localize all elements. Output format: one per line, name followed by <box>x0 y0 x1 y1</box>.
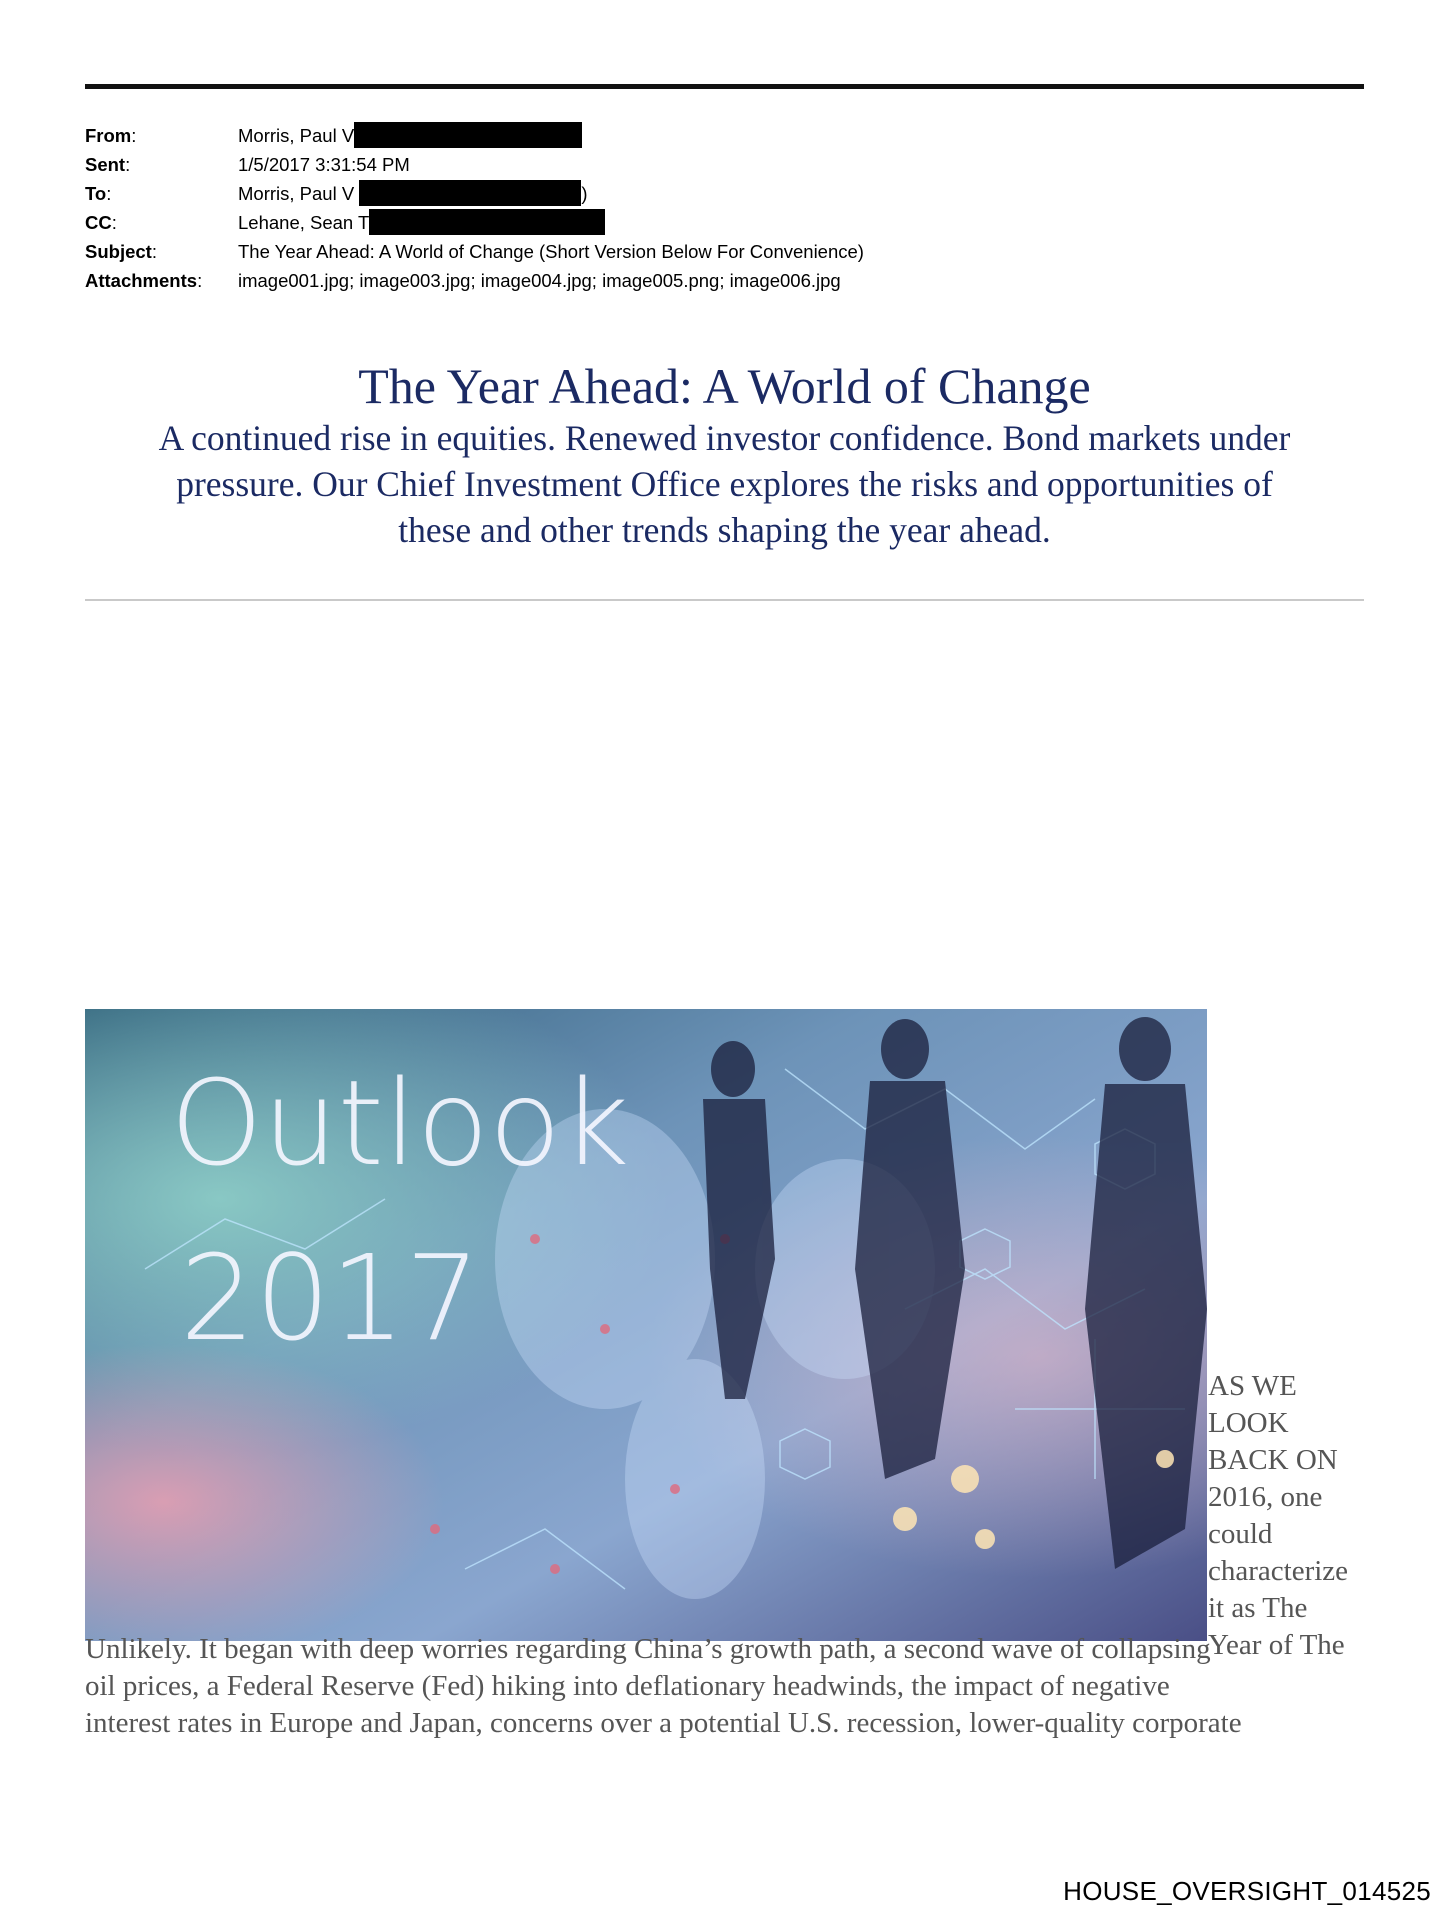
redaction-block <box>369 209 605 235</box>
bates-number: HOUSE_OVERSIGHT_014525 <box>1063 1876 1431 1906</box>
sent-value: 1/5/2017 3:31:54 PM <box>238 154 410 175</box>
header-row-from: From: Morris, Paul V <box>85 121 864 150</box>
sent-label: Sent <box>85 154 126 175</box>
from-value: Morris, Paul V <box>238 125 355 146</box>
outlook-image-art <box>85 1009 1207 1641</box>
header-row-sent: Sent: 1/5/2017 3:31:54 PM <box>85 150 864 179</box>
email-header <box>85 121 864 295</box>
section-divider <box>85 599 1364 601</box>
redaction-block <box>354 122 582 148</box>
subject-label: Subject <box>85 241 152 262</box>
top-rule <box>85 84 1364 89</box>
article-subtitle: A continued rise in equities. Renewed investor confidence. Bond markets under pressure. Our Chief Investment Office explores the risks and opportunities of these and other trends shaping the year ahead. <box>158 418 1291 550</box>
attachments-value: image001.jpg; image003.jpg; image004.jpg; image005.png; image006.jpg <box>238 270 841 291</box>
subject-value: The Year Ahead: A World of Change (Short Version Below For Convenience) <box>238 241 864 262</box>
to-label: To <box>85 183 107 204</box>
from-label: From <box>85 125 132 146</box>
header-row-attachments: Attachments: image001.jpg; image003.jpg; image004.jpg; image005.png; image006.jpg <box>85 266 864 295</box>
outlook-2017-image <box>85 1009 1207 1641</box>
header-row-cc: CC: Lehane, Sean T <box>85 208 864 237</box>
header-row-subject: Subject: The Year Ahead: A World of Change (Short Version Below For Convenience) <box>85 237 864 266</box>
article-body-text: Unlikely. It began with deep worries regarding China’s growth path, a second wave of collapsing oil prices, a Federal Reserve (Fed) hiking into deflationary headwinds, the impact of negative interest rates in Europe and Japan, concerns over a potential U.S. recession, lower-quality corporate <box>85 1633 1242 1739</box>
cc-value: Lehane, Sean T <box>238 212 370 233</box>
article-side-text: AS WE LOOK BACK ON 2016, one could characterize it as The Year of The <box>1208 1370 1349 1661</box>
attachments-label: Attachments <box>85 270 198 291</box>
article-title: The Year Ahead: A World of Change <box>358 358 1091 414</box>
to-value: Morris, Paul V <box>238 183 355 204</box>
to-trailing: ) <box>581 183 588 204</box>
hero-line-2: 2017 <box>180 1229 481 1367</box>
cc-label: CC <box>85 212 112 233</box>
redaction-block <box>359 180 581 206</box>
hero-line-1: Outlook <box>170 1054 630 1192</box>
header-row-to: To: Morris, Paul V ) <box>85 179 864 208</box>
